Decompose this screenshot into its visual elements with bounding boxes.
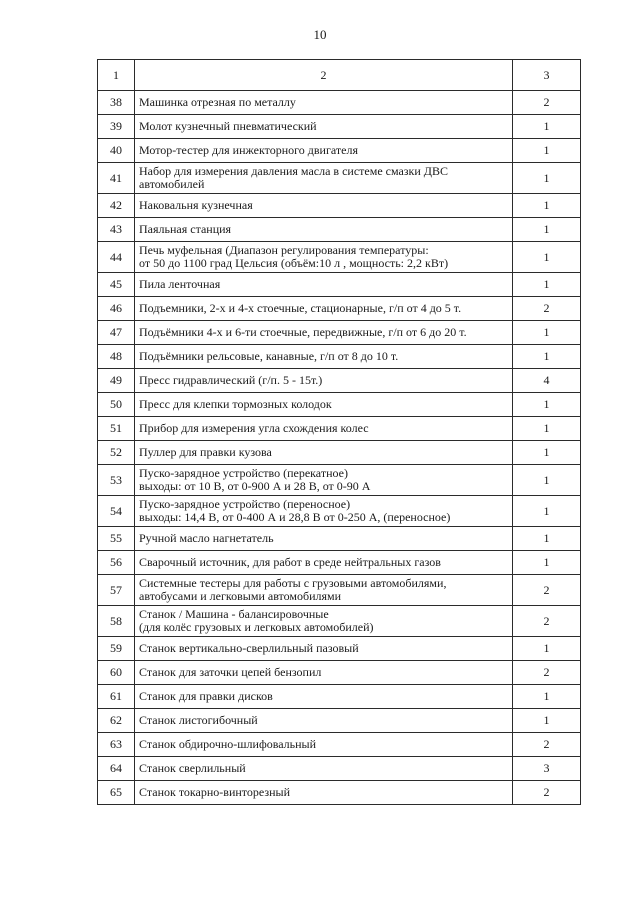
row-number: 50 [98,393,135,417]
equipment-name: Подъёмники 4-х и 6-ти стоечные, передвижные, г/п от 6 до 20 т. [135,321,513,345]
equipment-quantity: 2 [513,781,581,805]
equipment-name: Паяльная станция [135,218,513,242]
equipment-name: Станок для правки дисков [135,685,513,709]
table-row [98,465,581,496]
row-number: 54 [98,496,135,527]
equipment-quantity: 1 [513,273,581,297]
equipment-name: Пила ленточная [135,273,513,297]
table-row [98,417,581,441]
table-row [98,91,581,115]
equipment-name: Мотор-тестер для инжекторного двигателя [135,139,513,163]
equipment-quantity: 1 [513,551,581,575]
table-row [98,781,581,805]
row-number: 56 [98,551,135,575]
table-row [98,733,581,757]
equipment-quantity: 1 [513,242,581,273]
equipment-quantity: 2 [513,91,581,115]
equipment-quantity: 1 [513,194,581,218]
table-row [98,139,581,163]
equipment-quantity: 1 [513,709,581,733]
row-number: 44 [98,242,135,273]
table-row [98,194,581,218]
row-number: 38 [98,91,135,115]
equipment-name: Пуллер для правки кузова [135,441,513,465]
row-number: 51 [98,417,135,441]
table-row [98,709,581,733]
equipment-quantity: 1 [513,321,581,345]
row-number: 41 [98,163,135,194]
row-number: 43 [98,218,135,242]
equipment-name: Станок обдирочно-шлифовальный [135,733,513,757]
equipment-quantity: 1 [513,115,581,139]
table-row [98,637,581,661]
row-number: 52 [98,441,135,465]
table-row [98,242,581,273]
table-row [98,369,581,393]
row-number: 40 [98,139,135,163]
equipment-name: Ручной масло нагнетатель [135,527,513,551]
equipment-quantity: 1 [513,139,581,163]
equipment-quantity: 1 [513,218,581,242]
table-row [98,321,581,345]
equipment-name: Печь муфельная (Диапазон регулирования температуры: от 50 до 1100 град Цельсия (объём:10 л , мощность: 2,2 кВт) [135,242,513,273]
table-row [98,115,581,139]
row-number: 45 [98,273,135,297]
row-number: 63 [98,733,135,757]
row-number: 61 [98,685,135,709]
row-number: 65 [98,781,135,805]
equipment-name: Прибор для измерения угла схождения колес [135,417,513,441]
row-number: 55 [98,527,135,551]
equipment-name: Пресс для клепки тормозных колодок [135,393,513,417]
equipment-quantity: 2 [513,606,581,637]
row-number: 58 [98,606,135,637]
row-number: 49 [98,369,135,393]
equipment-quantity: 1 [513,496,581,527]
table-header-row [98,60,581,91]
header-col-3: 3 [513,60,581,91]
equipment-name: Сварочный источник, для работ в среде нейтральных газов [135,551,513,575]
equipment-name: Пуско-зарядное устройство (перекатное) выходы: от 10 В, от 0-900 А и 28 В, от 0-90 А [135,465,513,496]
table-row [98,661,581,685]
row-number: 57 [98,575,135,606]
table-row [98,757,581,781]
row-number: 39 [98,115,135,139]
equipment-name: Пресс гидравлический (г/п. 5 - 15т.) [135,369,513,393]
equipment-quantity: 1 [513,393,581,417]
equipment-name: Подъемники, 2-х и 4-х стоечные, стационарные, г/п от 4 до 5 т. [135,297,513,321]
table-row [98,273,581,297]
equipment-quantity: 2 [513,733,581,757]
equipment-quantity: 3 [513,757,581,781]
equipment-quantity: 1 [513,465,581,496]
equipment-name: Станок листогибочный [135,709,513,733]
equipment-quantity: 1 [513,163,581,194]
equipment-name: Системные тестеры для работы с грузовыми автомобилями, автобусами и легковыми автомобилями [135,575,513,606]
table-row [98,218,581,242]
table-row [98,685,581,709]
equipment-quantity: 1 [513,345,581,369]
equipment-name: Машинка отрезная по металлу [135,91,513,115]
equipment-name: Станок токарно-винторезный [135,781,513,805]
row-number: 53 [98,465,135,496]
table-row [98,163,581,194]
equipment-name: Наковальня кузнечная [135,194,513,218]
equipment-name: Станок / Машина - балансировочные (для колёс грузовых и легковых автомобилей) [135,606,513,637]
row-number: 47 [98,321,135,345]
equipment-table [97,59,581,805]
row-number: 64 [98,757,135,781]
table-row [98,297,581,321]
table-row [98,606,581,637]
table-row [98,575,581,606]
equipment-quantity: 1 [513,417,581,441]
equipment-quantity: 1 [513,527,581,551]
row-number: 48 [98,345,135,369]
equipment-quantity: 2 [513,297,581,321]
table-row [98,496,581,527]
table-row [98,551,581,575]
table-row [98,345,581,369]
equipment-name: Пуско-зарядное устройство (переносное) выходы: 14,4 В, от 0-400 А и 28,8 В от 0-250 А, (переносное) [135,496,513,527]
table-row [98,441,581,465]
row-number: 42 [98,194,135,218]
equipment-quantity: 4 [513,369,581,393]
equipment-name: Станок вертикально-сверлильный пазовый [135,637,513,661]
row-number: 59 [98,637,135,661]
table-row [98,393,581,417]
equipment-quantity: 1 [513,685,581,709]
page-number: 10 [313,27,327,42]
table-row [98,527,581,551]
header-col-1: 1 [98,60,135,91]
equipment-name: Станок для заточки цепей бензопил [135,661,513,685]
row-number: 62 [98,709,135,733]
equipment-name: Молот кузнечный пневматический [135,115,513,139]
equipment-quantity: 1 [513,441,581,465]
equipment-name: Набор для измерения давления масла в системе смазки ДВС автомобилей [135,163,513,194]
equipment-name: Подъёмники рельсовые, канавные, г/п от 8 до 10 т. [135,345,513,369]
equipment-quantity: 2 [513,575,581,606]
equipment-quantity: 2 [513,661,581,685]
row-number: 46 [98,297,135,321]
header-col-2: 2 [135,60,513,91]
equipment-name: Станок сверлильный [135,757,513,781]
row-number: 60 [98,661,135,685]
equipment-quantity: 1 [513,637,581,661]
